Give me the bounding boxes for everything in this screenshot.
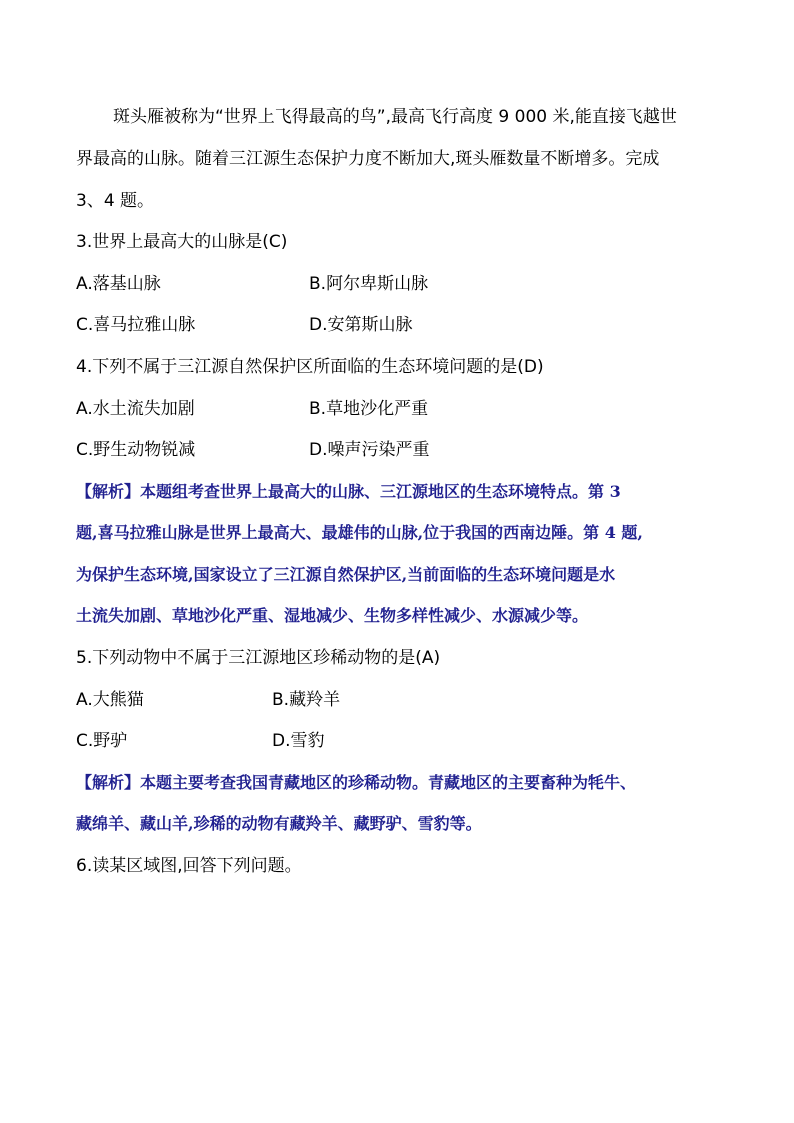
question-3-option-b: B.阿尔卑斯山脉 (309, 274, 429, 294)
intro-line-1: 斑头雁被称为“世界上飞得最高的鸟”,最高飞行高度 9 000 米,能直接飞越世 (113, 107, 677, 127)
intro-line-3: 3、4 题。 (76, 191, 155, 211)
analysis-2-line-1 (76, 771, 736, 795)
analysis-2-tag: 【解析】 (76, 773, 141, 792)
question-4-option-b: B.草地沙化严重 (309, 399, 429, 419)
analysis-1-line-4: 土流失加剧、草地沙化严重、湿地减少、生物多样性减少、水源减少等。 (76, 606, 589, 625)
analysis-1-tag: 【解析】 (76, 482, 141, 501)
question-3-option-d: D.安第斯山脉 (309, 315, 413, 335)
question-4-stem: 4.下列不属于三江源自然保护区所面临的生态环境问题的是(D) (76, 357, 544, 377)
question-4-option-d: D.噪声污染严重 (309, 440, 430, 460)
analysis-2-line-2: 藏绵羊、藏山羊,珍稀的动物有藏羚羊、藏野驴、雪豹等。 (76, 814, 482, 833)
question-4-option-c: C.野生动物锐减 (76, 440, 196, 460)
question-4-option-a: A.水土流失加剧 (76, 399, 195, 419)
analysis-1-line-1 (76, 480, 736, 504)
question-5-option-c: C.野驴 (76, 731, 128, 751)
question-3-stem: 3.世界上最高大的山脉是(C) (76, 232, 288, 252)
analysis-2-text-1: 本题主要考查我国青藏地区的珍稀动物。青藏地区的主要畜种为牦牛、 (140, 773, 637, 792)
intro-line-2: 界最高的山脉。随着三江源生态保护力度不断加大,斑头雁数量不断增多。完成 (76, 149, 660, 169)
question-6-stem: 6.读某区域图,回答下列问题。 (76, 856, 302, 876)
question-5-option-a: A.大熊猫 (76, 690, 144, 710)
analysis-1-line-2: 题,喜马拉雅山脉是世界上最高大、最雄伟的山脉,位于我国的西南边陲。第 4 题, (76, 523, 643, 542)
question-3-option-a: A.落基山脉 (76, 274, 161, 294)
question-5-option-b: B.藏羚羊 (272, 690, 341, 710)
question-3-option-c: C.喜马拉雅山脉 (76, 315, 196, 335)
question-5-stem: 5.下列动物中不属于三江源地区珍稀动物的是(A) (76, 648, 441, 668)
analysis-1-line-3: 为保护生态环境,国家设立了三江源自然保护区,当前面临的生态环境问题是水 (76, 565, 616, 584)
analysis-1-text-1: 本题组考查世界上最高大的山脉、三江源地区的生态环境特点。第 3 (140, 482, 621, 501)
question-5-option-d: D.雪豹 (272, 731, 325, 751)
